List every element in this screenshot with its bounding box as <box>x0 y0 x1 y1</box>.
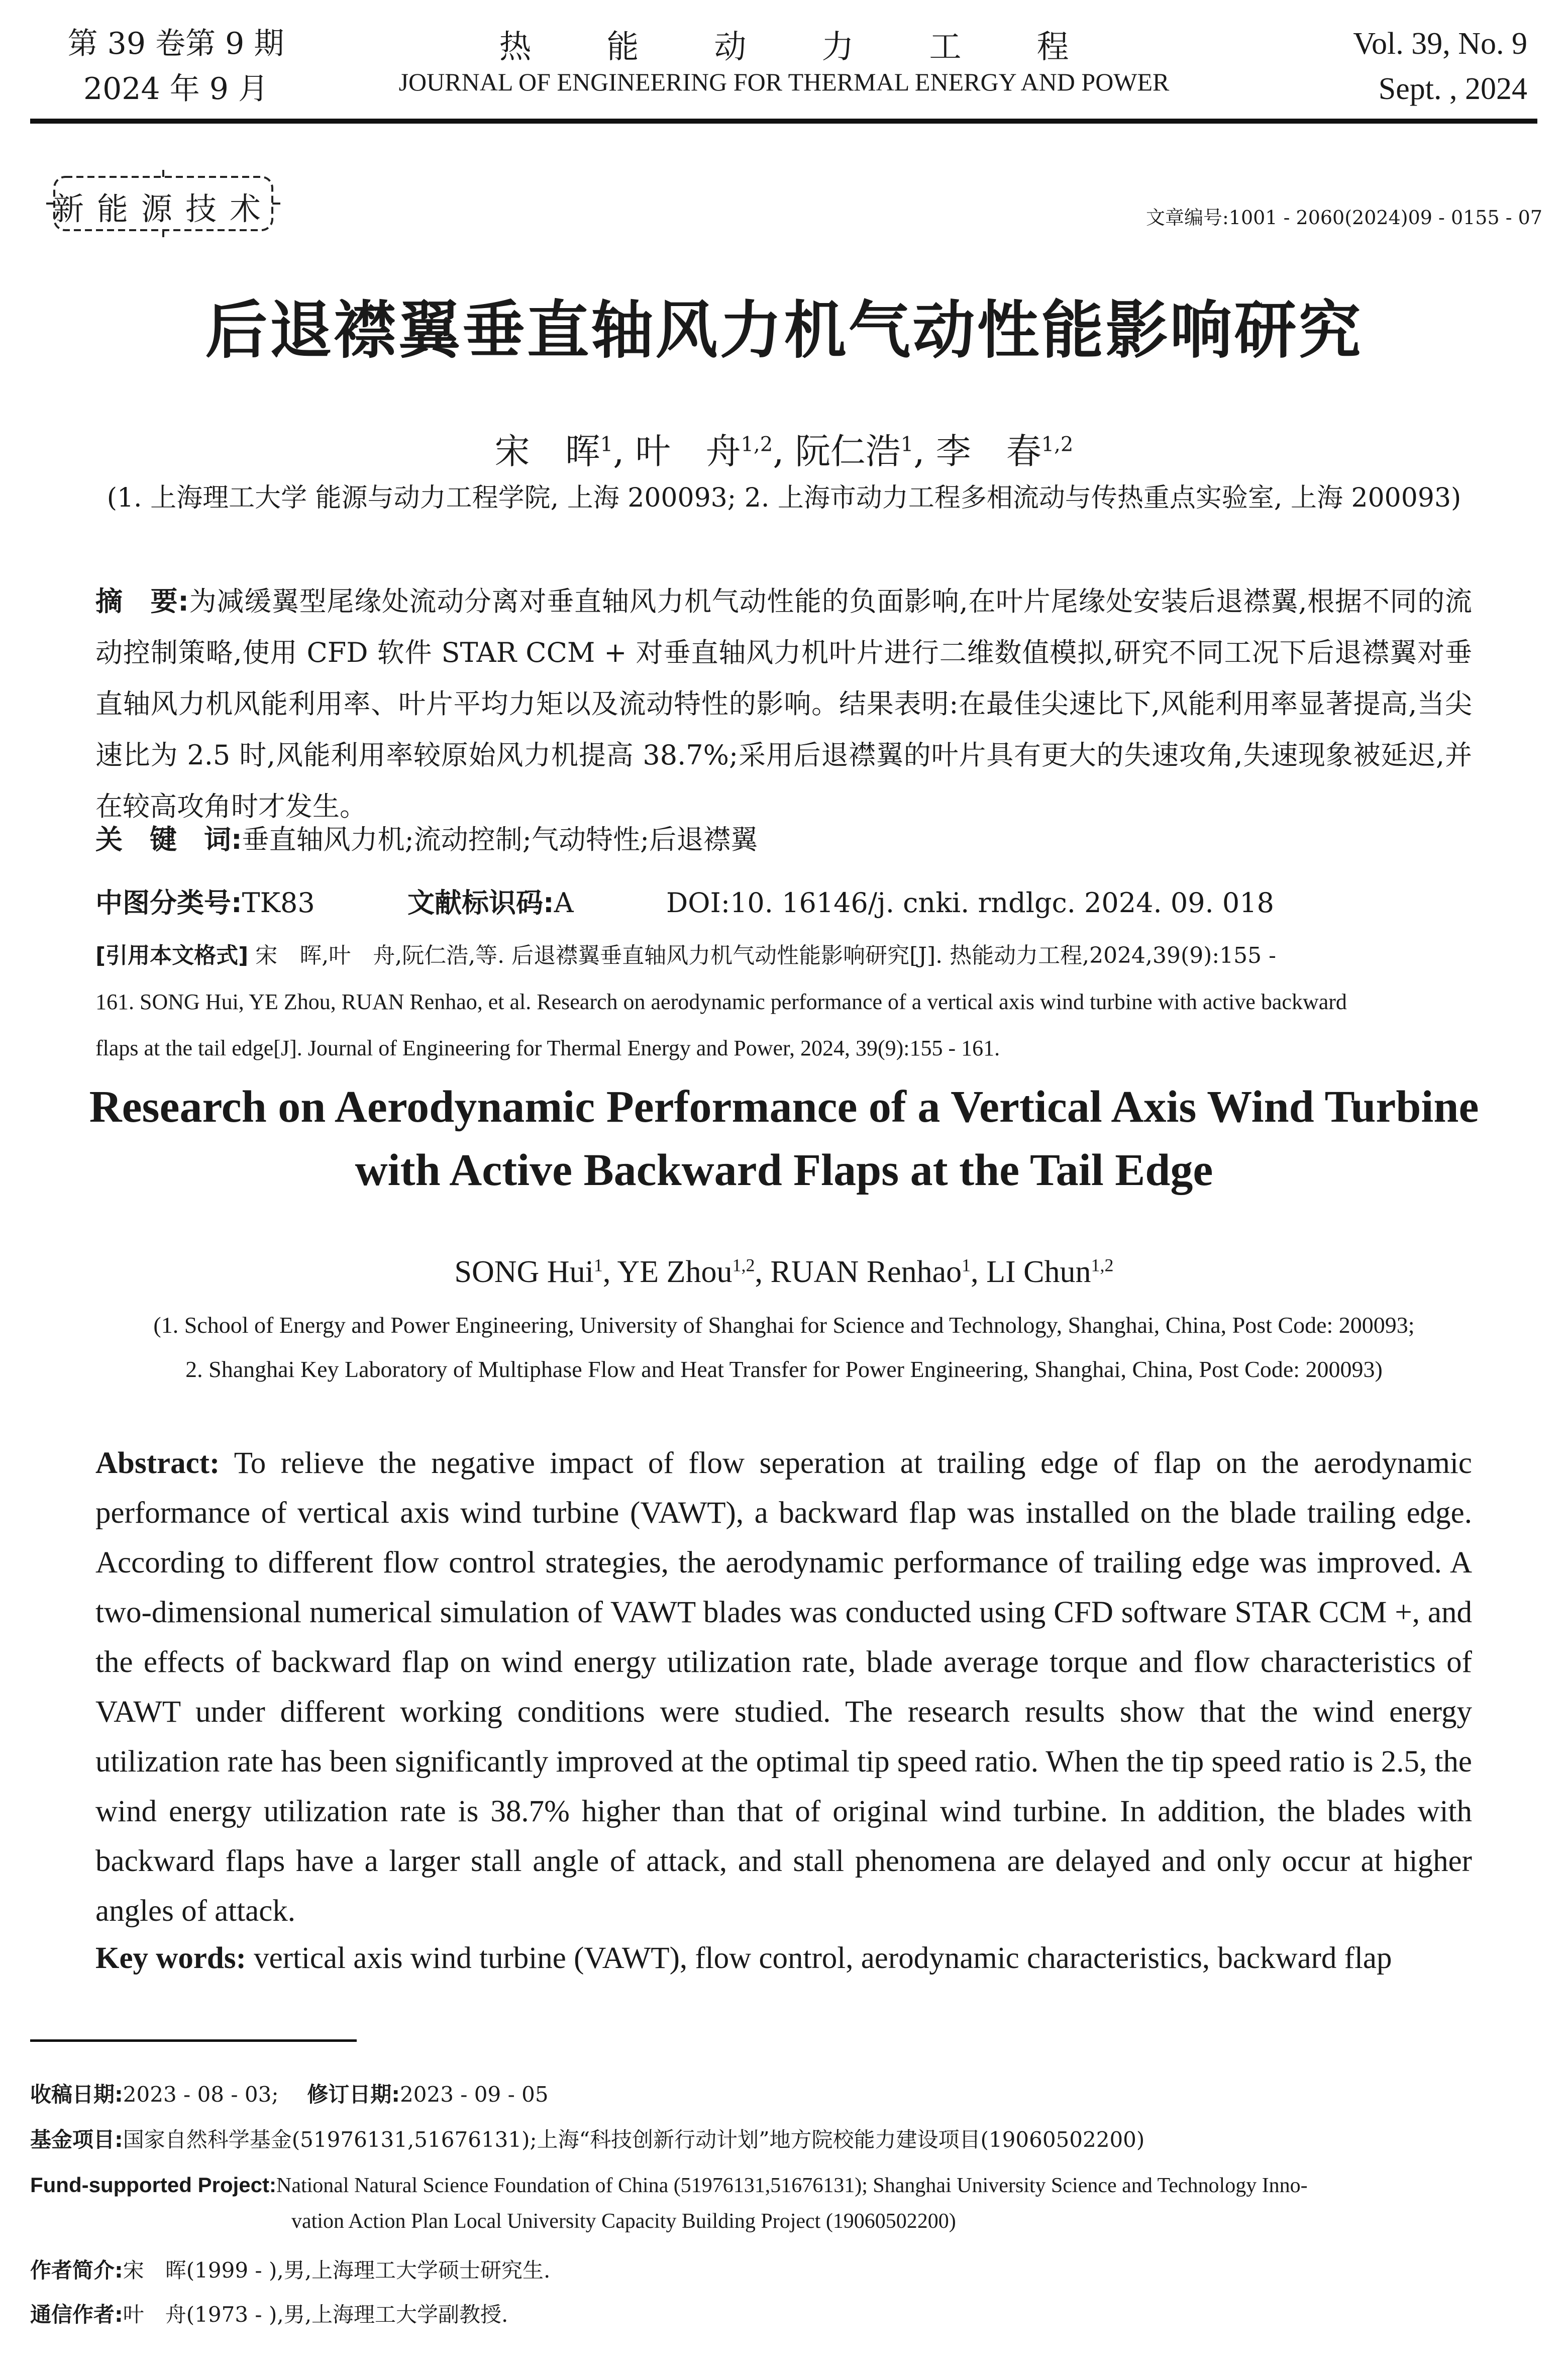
keywords-en-label: Key words: <box>95 1941 246 1975</box>
footnote-fund-en <box>30 2170 1537 2201</box>
authors-en: SONG Hui$^1$, YE Zhou$^{1,2}$, RUAN Renhao$^1$, LI Chun$^{1,2}$ <box>454 1255 1114 1289</box>
date-en: Sept. , 2024 <box>1378 72 1527 106</box>
author-en: SONG Hui <box>454 1255 594 1289</box>
abstract-cn <box>95 576 1472 832</box>
citation-label: [引用本文格式] <box>95 943 249 968</box>
doc-code-label: 文献标识码: <box>407 887 554 919</box>
article-number: 文章编号:1001 - 2060(2024)09 - 0155 - 07 <box>1146 207 1542 229</box>
abstract-cn-label: 摘 要: <box>95 585 189 617</box>
author-en-affil-sup: 1 <box>593 1255 603 1275</box>
author-en: LI Chun <box>986 1255 1091 1289</box>
author-cn: 李 春 <box>935 431 1041 472</box>
fund-en-text-1: National Natural Science Foundation of China (51976131,51676131); Shanghai University Science and Technology Inno- <box>276 2174 1308 2197</box>
abstract-en-label: Abstract: <box>95 1446 220 1480</box>
title-en-line2: with Active Backward Flaps at the Tail Edge <box>355 1145 1213 1195</box>
corresponding-text: 叶 舟(1973 - ),男,上海理工大学副教授. <box>123 2302 508 2327</box>
author-cn: 宋 晖 <box>494 431 600 472</box>
footnote-fund-en-cont: vation Action Plan Local University Capacity Building Project (19060502200) <box>291 2210 956 2233</box>
author-cn-affil-sup: 1 <box>600 433 613 456</box>
issue-info-en <box>1286 21 1527 112</box>
received-date: 2023 - 08 - 03; <box>123 2082 279 2107</box>
citation-text-1: 宋 晖,叶 舟,阮仁浩,等. 后退襟翼垂直轴风力机气动性能影响研究[J]. 热能动力工程,2024,39(9):155 - <box>255 943 1277 968</box>
author-en-affil-sup: 1 <box>962 1255 971 1275</box>
footnote-rule <box>30 2039 357 2042</box>
footnote-author <box>30 2255 1537 2286</box>
volume-issue-en: Vol. 39, No. 9 <box>1353 27 1527 61</box>
affiliations-en-line2: 2. Shanghai Key Laboratory of Multiphase Flow and Heat Transfer for Power Engineering, Shanghai, China, Post Code: 200093) <box>185 1356 1383 1382</box>
citation-line2: 161. SONG Hui, YE Zhou, RUAN Renhao, et al. Research on aerodynamic performance of a vertical axis wind turbine with active backward <box>95 990 1347 1014</box>
corresponding-label: 通信作者: <box>30 2302 123 2327</box>
author-bio-label: 作者简介: <box>30 2258 123 2283</box>
author-en: RUAN Renhao <box>770 1255 962 1289</box>
title-en <box>0 1075 1568 1202</box>
affiliations-cn: (1. 上海理工大学 能源与动力工程学院, 上海 200093; 2. 上海市动力工程多相流动与传热重点实验室, 上海 200093) <box>107 483 1461 513</box>
column-tag-label: 新能源技术 <box>52 190 274 227</box>
header-rule <box>30 119 1537 124</box>
clc-code: TK83 <box>242 887 315 919</box>
fund-en-label: Fund-supported Project: <box>30 2173 276 2197</box>
footnote-fund-cn <box>30 2125 1537 2155</box>
authors-cn: 宋 晖$^1$, 叶 舟$^{1,2}$, 阮仁浩$^1$, 李 春$^{1,2}$ <box>494 431 1074 472</box>
keywords-cn <box>95 814 1472 865</box>
author-cn: 阮仁浩 <box>795 431 901 472</box>
abstract-cn-text: 为减缓翼型尾缘处流动分离对垂直轴风力机气动性能的负面影响,在叶片尾缘处安装后退襟翼,根据不同的流动控制策略,使用 CFD 软件 STAR CCM + 对垂直轴风力机叶片进行二维数值模拟,研究不同工况下后退襟翼对垂直轴风力机风能利用率、叶片平均力矩以及流动特性的影响。结果表明:在最佳尖速比下,风能利用率显著提高,当尖速比为 2.5 时,风能利用率较原始风力机提高 38.7%;采用后退襟翼的叶片具有更大的失速攻角,失速现象被延迟,并在较高攻角时才发生。 <box>95 585 1472 822</box>
keywords-cn-text: 垂直轴风力机;流动控制;气动特性;后退襟翼 <box>242 824 758 855</box>
footnote-corresponding <box>30 2300 1537 2330</box>
column-tag <box>45 166 281 241</box>
doc-code: A <box>554 887 574 919</box>
doi: DOI:10. 16146/j. cnki. rndlgc. 2024. 09. 018 <box>666 887 1274 919</box>
author-cn-affil-sup: 1,2 <box>1041 433 1074 456</box>
affiliations-en-line1: (1. School of Energy and Power Engineering, University of Shanghai for Science and Technology, Shanghai, China, Post Code: 200093; <box>153 1312 1415 1338</box>
abstract-en-text: To relieve the negative impact of flow seperation at trailing edge of flap on the aerodynamic performance of vertical axis wind turbine (VAWT), a backward flap was installed on the blade trailing edge. According to different flow control strategies, the aerodynamic performance of trailing edge was improved. A two-dimensional numerical simulation of VAWT blades was conducted using CFD software STAR CCM +, and the effects of backward flap on wind energy utilization rate, blade average torque and flow characteristics of VAWT under different working conditions were studied. The research results show that the wind energy utilization rate has been significantly improved at the optimal tip speed ratio. When the tip speed ratio is 2.5, the wind energy utilization rate is 38.7% higher than that of original wind turbine. In addition, the blades with backward flaps have a larger stall angle of attack, and stall phenomena are delayed and only occur at higher angles of attack. <box>95 1446 1472 1928</box>
date-cn: 2024 年 9 月 <box>83 71 269 107</box>
author-cn: 叶 舟 <box>635 431 741 472</box>
classification-line <box>95 877 1472 929</box>
received-label: 收稿日期: <box>30 2082 123 2107</box>
author-cn-affil-sup: 1 <box>900 433 914 456</box>
citation-line3: flaps at the tail edge[J]. Journal of Engineering for Thermal Energy and Power, 2024, 39(9):155 - 161. <box>95 1036 1000 1060</box>
title-en-line1: Research on Aerodynamic Performance of a Vertical Axis Wind Turbine <box>89 1082 1479 1132</box>
keywords-en <box>95 1941 1472 1976</box>
title-cn: 后退襟翼垂直轴风力机气动性能影响研究 <box>205 294 1363 367</box>
author-en: YE Zhou <box>617 1255 733 1289</box>
clc-label: 中图分类号: <box>95 887 242 919</box>
abstract-en <box>95 1438 1472 1936</box>
fund-cn-text: 国家自然科学基金(51976131,51676131);上海“科技创新行动计划”地方院校能力建设项目(19060502200) <box>123 2127 1145 2152</box>
fund-cn-label: 基金项目: <box>30 2127 123 2152</box>
revised-label: 修订日期: <box>307 2082 400 2107</box>
volume-issue-cn: 第 39 卷第 9 期 <box>67 26 284 61</box>
citation-line1 <box>95 933 1472 979</box>
revised-date: 2023 - 09 - 05 <box>400 2082 549 2107</box>
author-en-affil-sup: 1,2 <box>1091 1255 1114 1275</box>
journal-name-en: JOURNAL OF ENGINEERING FOR THERMAL ENERGY AND POWER <box>398 68 1170 96</box>
keywords-en-text: vertical axis wind turbine (VAWT), flow control, aerodynamic characteristics, backward flap <box>254 1941 1392 1975</box>
keywords-cn-label: 关 键 词: <box>95 824 242 855</box>
footnote-dates <box>30 2080 1537 2110</box>
journal-name-cn: 热能动力工程 <box>499 29 1144 66</box>
author-cn-affil-sup: 1,2 <box>741 433 773 456</box>
author-bio-text: 宋 晖(1999 - ),男,上海理工大学硕士研究生. <box>123 2258 551 2283</box>
author-en-affil-sup: 1,2 <box>732 1255 755 1275</box>
